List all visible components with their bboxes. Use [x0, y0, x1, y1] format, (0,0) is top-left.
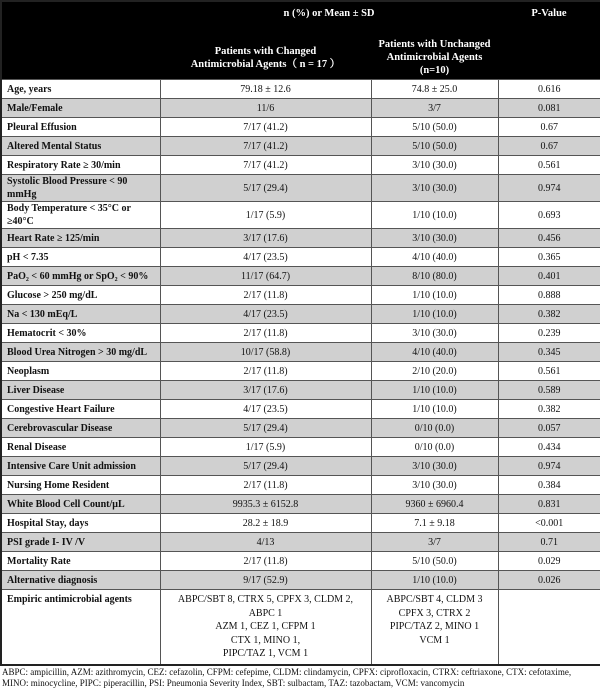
table-body: [1, 80, 600, 665]
cell-unchanged: 3/10 (30.0): [371, 229, 498, 248]
cell-unchanged: 0/10 (0.0): [371, 419, 498, 438]
cell-pvalue: 0.365: [498, 248, 600, 267]
header-unchanged-line2: Antimicrobial Agents (n=10): [386, 52, 483, 76]
cell-pvalue: 0.456: [498, 229, 600, 248]
cell-changed: 11/6: [160, 99, 371, 118]
cell-changed: 79.18 ± 12.6: [160, 80, 371, 99]
footnote: ABPC: ampicillin, AZM: azithromycin, CEZ: cefazolin, CFPM: cefepime, CLDM: clindamycin, CPFX: ciprofloxacin, CTRX: ceftriaxone, CTX: cefotaxime, MINO: minocycline, PIPC: piperacillin, PSI: Pneumonia Severity Index, SBT: sulbactam, TAZ: tazobactam, VCM: vancomycin: [2, 666, 572, 688]
cell-pvalue: <0.001: [498, 514, 600, 533]
row-label: Nursing Home Resident: [1, 476, 160, 495]
cell-pvalue: 0.831: [498, 495, 600, 514]
empiric-changed-line: PIPC/TAZ 1, VCM 1: [222, 648, 309, 659]
empiric-unchanged-line: CPFX 3, CTRX 2: [398, 607, 471, 619]
row-label: Glucose > 250 mg/dL: [1, 286, 160, 305]
row-label: Heart Rate ≥ 125/min: [1, 229, 160, 248]
cell-pvalue: 0.057: [498, 419, 600, 438]
cell-unchanged: 74.8 ± 25.0: [371, 80, 498, 99]
table-row: [1, 202, 600, 229]
cell-pvalue: 0.693: [498, 202, 600, 229]
cell-changed: 7/17 (41.2): [160, 156, 371, 175]
row-label: Na < 130 mEq/L: [1, 305, 160, 324]
table-row: [1, 495, 600, 514]
empiric-changed-line: ABPC/SBT 8, CTRX 5, CPFX 3, CLDM 2, ABPC 1: [177, 594, 354, 619]
cell-changed: 4/17 (23.5): [160, 400, 371, 419]
cell-changed: 5/17 (29.4): [160, 457, 371, 476]
cell-unchanged: 8/10 (80.0): [371, 267, 498, 286]
cell-changed: 5/17 (29.4): [160, 419, 371, 438]
row-label: Congestive Heart Failure: [1, 400, 160, 419]
cell-pvalue: 0.589: [498, 381, 600, 400]
row-label: Liver Disease: [1, 381, 160, 400]
cell-pvalue: 0.71: [498, 533, 600, 552]
table-row: [1, 229, 600, 248]
cell-pvalue: 0.029: [498, 552, 600, 571]
cell-unchanged: 3/10 (30.0): [371, 156, 498, 175]
table-row: [1, 343, 600, 362]
row-label: Empiric antimicrobial agents: [1, 590, 160, 665]
table-row: [1, 248, 600, 267]
row-label: Neoplasm: [1, 362, 160, 381]
row-label: Alternative diagnosis: [1, 571, 160, 590]
row-label: Altered Mental Status: [1, 137, 160, 156]
cell-unchanged: 2/10 (20.0): [371, 362, 498, 381]
cell-pvalue: 0.67: [498, 137, 600, 156]
cell-pvalue: 0.239: [498, 324, 600, 343]
cell-changed: 2/17 (11.8): [160, 552, 371, 571]
row-label: PSI grade I- IV /V: [1, 533, 160, 552]
cell-unchanged: 1/10 (10.0): [371, 286, 498, 305]
cell-unchanged: 1/10 (10.0): [371, 381, 498, 400]
table-row: [1, 118, 600, 137]
cell-unchanged: 7.1 ± 9.18: [371, 514, 498, 533]
header-pvalue: P-Value: [498, 1, 600, 36]
cell-unchanged: 4/10 (40.0): [371, 343, 498, 362]
cell-pvalue: 0.026: [498, 571, 600, 590]
row-label: Hospital Stay, days: [1, 514, 160, 533]
cell-unchanged: 1/10 (10.0): [371, 305, 498, 324]
cell-changed: 10/17 (58.8): [160, 343, 371, 362]
cell-unchanged: 1/10 (10.0): [371, 400, 498, 419]
header-changed-line1: Patients with Changed: [214, 45, 317, 57]
table-row: [1, 286, 600, 305]
row-label: Renal Disease: [1, 438, 160, 457]
cell-unchanged: 3/10 (30.0): [371, 175, 498, 202]
header-blank-2: [1, 36, 160, 80]
cell-changed: 1/17 (5.9): [160, 202, 371, 229]
cell-pvalue: 0.974: [498, 175, 600, 202]
cell-unchanged: 5/10 (50.0): [371, 137, 498, 156]
cell-unchanged: 1/10 (10.0): [371, 571, 498, 590]
row-label: Body Temperature < 35°C or ≥40°C: [1, 202, 160, 229]
table-row: [1, 99, 600, 118]
table-row: [1, 362, 600, 381]
table-row: [1, 457, 600, 476]
cell-pvalue: 0.382: [498, 400, 600, 419]
cell-changed: 4/13: [160, 533, 371, 552]
row-label: Male/Female: [1, 99, 160, 118]
row-label: Blood Urea Nitrogen > 30 mg/dL: [1, 343, 160, 362]
cell-unchanged: 3/10 (30.0): [371, 324, 498, 343]
cell-changed: 28.2 ± 18.9: [160, 514, 371, 533]
cell-pvalue: 0.382: [498, 305, 600, 324]
row-label: Mortality Rate: [1, 552, 160, 571]
cell-changed: 2/17 (11.8): [160, 286, 371, 305]
table-row: [1, 175, 600, 202]
empiric-unchanged-line: VCM 1: [419, 634, 450, 646]
cell-unchanged: 4/10 (40.0): [371, 248, 498, 267]
cell-unchanged: 1/10 (10.0): [371, 202, 498, 229]
cell-changed: 2/17 (11.8): [160, 324, 371, 343]
cell-pvalue: 0.434: [498, 438, 600, 457]
cell-pvalue: 0.345: [498, 343, 600, 362]
table-row-empiric: [1, 590, 600, 665]
table-row: [1, 514, 600, 533]
row-label: PaO₂ < 60 mmHg or SpO₂ < 90%: [1, 267, 160, 286]
cell-pvalue: 0.081: [498, 99, 600, 118]
empiric-unchanged-line: PIPC/TAZ 2, MINO 1: [389, 621, 480, 632]
table-row: [1, 476, 600, 495]
cell-unchanged: 3/10 (30.0): [371, 457, 498, 476]
table-row: [1, 156, 600, 175]
table-row: [1, 137, 600, 156]
table-row: [1, 400, 600, 419]
cell-unchanged: 5/10 (50.0): [371, 552, 498, 571]
header-unchanged: [371, 36, 498, 80]
table-row: [1, 438, 600, 457]
cell-changed: 7/17 (41.2): [160, 137, 371, 156]
table-row: [1, 305, 600, 324]
empiric-changed-line: AZM 1, CEZ 1, CFPM 1: [215, 621, 316, 632]
empiric-changed-line: CTX 1, MINO 1,: [230, 634, 301, 646]
cell-unchanged: 9360 ± 6960.4: [371, 495, 498, 514]
cell-pvalue: 0.561: [498, 362, 600, 381]
cell-pvalue: 0.616: [498, 80, 600, 99]
cell-changed: 4/17 (23.5): [160, 248, 371, 267]
table-row: [1, 571, 600, 590]
row-label: White Blood Cell Count/μL: [1, 495, 160, 514]
cell-changed: 2/17 (11.8): [160, 362, 371, 381]
header-blank: [1, 1, 160, 36]
cell-changed: 2/17 (11.8): [160, 476, 371, 495]
cell-unchanged: 5/10 (50.0): [371, 118, 498, 137]
cell-changed: 9/17 (52.9): [160, 571, 371, 590]
header-changed: [160, 36, 371, 80]
row-label: Hematocrit < 30%: [1, 324, 160, 343]
table-row: [1, 552, 600, 571]
empiric-unchanged-line: ABPC/SBT 4, CLDM 3: [386, 594, 483, 605]
cell-changed: 3/17 (17.6): [160, 381, 371, 400]
cell-changed: 3/17 (17.6): [160, 229, 371, 248]
cell-changed: 11/17 (64.7): [160, 267, 371, 286]
cell-unchanged: 3/7: [371, 99, 498, 118]
table-row: [1, 267, 600, 286]
cell-changed: 4/17 (23.5): [160, 305, 371, 324]
empiric-changed: [160, 590, 371, 665]
cell-unchanged: 3/10 (30.0): [371, 476, 498, 495]
header-changed-line2: Antimicrobial Agents（ n = 17 ）: [190, 58, 341, 70]
table-row: [1, 533, 600, 552]
cell-pvalue: 0.561: [498, 156, 600, 175]
cell-changed: 5/17 (29.4): [160, 175, 371, 202]
empiric-pvalue: [498, 590, 600, 665]
cell-unchanged: 3/7: [371, 533, 498, 552]
table-row: [1, 80, 600, 99]
row-label: Age, years: [1, 80, 160, 99]
header-unchanged-line1: Patients with Unchanged: [378, 39, 491, 50]
cell-pvalue: 0.384: [498, 476, 600, 495]
cell-pvalue: 0.888: [498, 286, 600, 305]
cell-pvalue: 0.401: [498, 267, 600, 286]
header-group-label: n (%) or Mean ± SD: [160, 1, 498, 36]
cell-changed: 7/17 (41.2): [160, 118, 371, 137]
table-row: [1, 419, 600, 438]
cell-pvalue: 0.67: [498, 118, 600, 137]
table-row: [1, 381, 600, 400]
table-header: [1, 1, 600, 80]
empiric-unchanged: [371, 590, 498, 665]
header-blank-3: [498, 36, 600, 80]
cell-unchanged: 0/10 (0.0): [371, 438, 498, 457]
row-label: pH < 7.35: [1, 248, 160, 267]
cell-changed: 1/17 (5.9): [160, 438, 371, 457]
row-label: Intensive Care Unit admission: [1, 457, 160, 476]
row-label: Respiratory Rate ≥ 30/min: [1, 156, 160, 175]
cell-pvalue: 0.974: [498, 457, 600, 476]
table-row: [1, 324, 600, 343]
row-label: Systolic Blood Pressure < 90 mmHg: [1, 175, 160, 202]
row-label: Cerebrovascular Disease: [1, 419, 160, 438]
row-label: Pleural Effusion: [1, 118, 160, 137]
cell-changed: 9935.3 ± 6152.8: [160, 495, 371, 514]
